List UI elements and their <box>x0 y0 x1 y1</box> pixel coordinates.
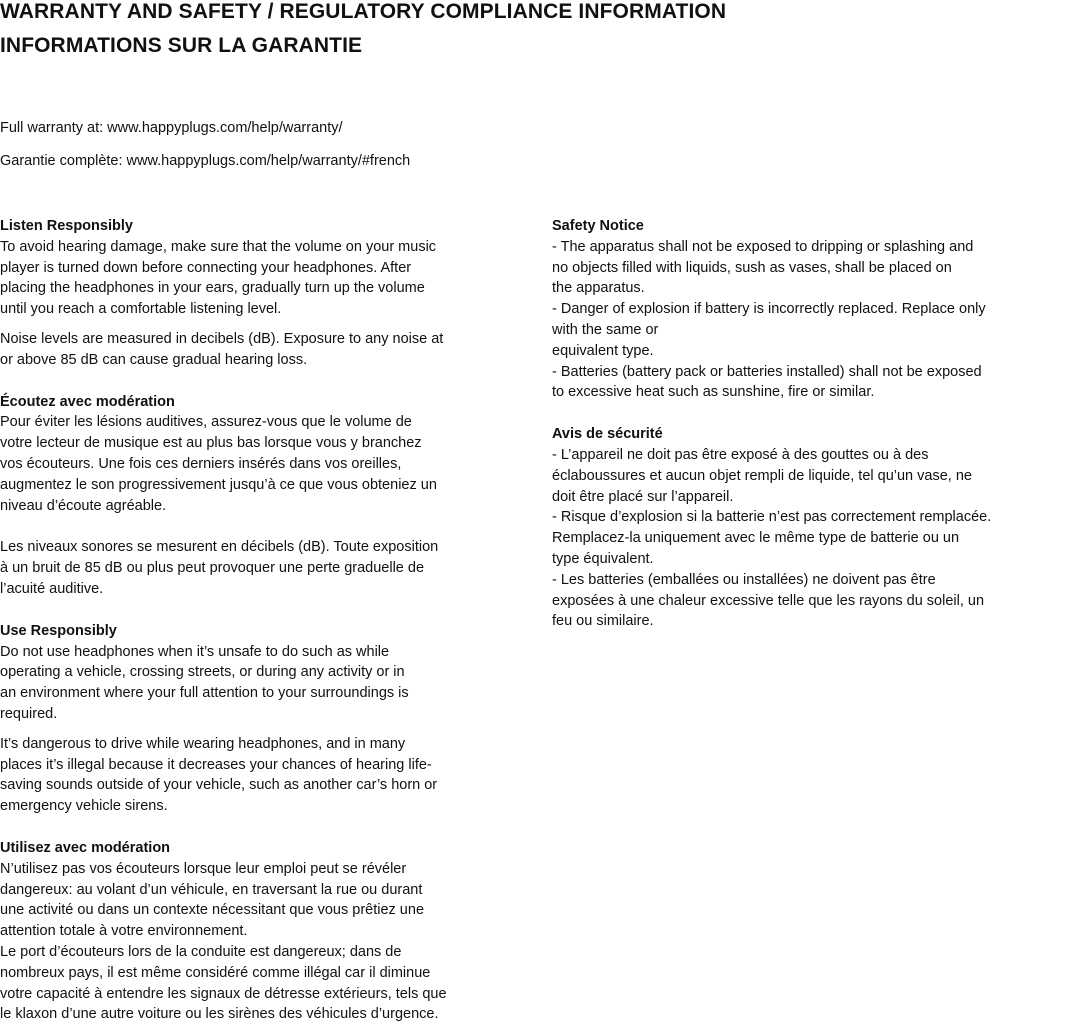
section-heading: Avis de sécurité <box>552 426 663 443</box>
text-line: - Batteries (battery pack or batteries installed) shall not be exposed <box>552 363 982 380</box>
section-heading: Écoutez avec modération <box>0 393 175 410</box>
text-line: Les niveaux sonores se mesurent en décibels (dB). Toute exposition <box>0 539 439 556</box>
warranty-link-french: Garantie complète: www.happyplugs.com/help/warranty/#french <box>0 153 411 169</box>
section-heading: Utilisez avec modération <box>0 839 171 856</box>
paragraph <box>0 859 540 1025</box>
text-line: votre capacité à entendre les signaux de détresse extérieurs, tels que <box>0 985 447 1002</box>
text-line: It’s dangerous to drive while wearing headphones, and in many <box>0 735 406 752</box>
text-line: N’utilisez pas vos écouteurs lorsque leur emploi peut se révéler <box>0 860 407 877</box>
text-line: until you reach a comfortable listening level. <box>0 301 282 318</box>
text-line: l’acuité auditive. <box>0 580 104 597</box>
text-line: une activité ou dans un contexte nécessitant que vous prêtiez une <box>0 902 425 919</box>
text-line: à un bruit de 85 dB ou plus peut provoquer une perte graduelle de <box>0 560 425 577</box>
text-line: no objects filled with liquids, sush as vases, shall be placed on <box>552 259 952 276</box>
text-line: placing the headphones in your ears, gradually turn up the volume <box>0 280 425 297</box>
warranty-link-english: Full warranty at: www.happyplugs.com/help/warranty/ <box>0 120 343 136</box>
text-line: - Danger of explosion if battery is incorrectly replaced. Replace only <box>552 301 986 318</box>
text-line: - Les batteries (emballées ou installées) ne doivent pas être <box>552 571 936 588</box>
paragraph <box>552 445 1065 632</box>
text-line: doit être placé sur l’appareil. <box>552 488 734 505</box>
text-line: places it’s illegal because it decreases your chances of hearing life- <box>0 756 432 773</box>
text-line: exposées à une chaleur excessive telle que les rayons du soleil, un <box>552 592 985 609</box>
paragraph <box>0 734 540 817</box>
text-line: nombreux pays, il est même considéré comme illégal car il diminue <box>0 964 431 981</box>
text-line: votre lecteur de musique est au plus bas lorsque vous y branchez <box>0 435 422 452</box>
text-line: an environment where your full attention to your surroundings is <box>0 685 409 702</box>
text-line: éclaboussures et aucun objet rempli de liquide, tel qu’un vase, ne <box>552 467 972 484</box>
text-line: required. <box>0 705 58 722</box>
paragraph <box>0 412 540 516</box>
text-line: Le port d’écouteurs lors de la conduite est dangereux; dans de <box>0 943 402 960</box>
paragraph <box>0 329 540 371</box>
paragraph <box>552 237 1065 403</box>
text-line: the apparatus. <box>552 280 645 297</box>
text-line: attention totale à votre environnement. <box>0 923 248 940</box>
paragraph <box>0 537 540 599</box>
section-safety-notice <box>552 216 1065 403</box>
text-line: niveau d’écoute agréable. <box>0 497 167 514</box>
paragraph <box>0 237 540 320</box>
document-title-french: INFORMATIONS SUR LA GARANTIE <box>0 34 363 57</box>
text-line: equivalent type. <box>552 342 654 359</box>
text-line: - The apparatus shall not be exposed to dripping or splashing and <box>552 238 974 255</box>
section-utilisez-avec-moderation <box>0 838 540 1025</box>
text-line: - Risque d’explosion si la batterie n’est pas correctement remplacée. <box>552 509 992 526</box>
text-line: Pour éviter les lésions auditives, assurez-vous que le volume de <box>0 414 412 431</box>
text-line: le klaxon d’une autre voiture ou les sirènes des véhicules d’urgence. <box>0 1006 439 1023</box>
section-avis-de-securite <box>552 424 1065 632</box>
section-heading: Safety Notice <box>552 218 644 234</box>
text-line: Noise levels are measured in decibels (dB). Exposure to any noise at <box>0 330 444 347</box>
text-line: to excessive heat such as sunshine, fire or similar. <box>552 384 875 401</box>
text-line: Do not use headphones when it’s unsafe to do such as while <box>0 643 390 660</box>
text-line: augmentez le son progressivement jusqu’à ce que vous obteniez un <box>0 476 437 493</box>
text-line: dangereux: au volant d’un véhicule, en traversant la rue ou durant <box>0 881 423 898</box>
text-line: - L’appareil ne doit pas être exposé à des gouttes ou à des <box>552 446 929 463</box>
text-line: emergency vehicle sirens. <box>0 798 168 815</box>
section-ecoutez-avec-moderation <box>0 392 540 600</box>
text-line: Remplacez-la uniquement avec le même type de batterie ou un <box>552 530 960 547</box>
text-line: vos écouteurs. Une fois ces derniers insérés dans vos oreilles, <box>0 455 402 472</box>
text-line: To avoid hearing damage, make sure that the volume on your music <box>0 238 437 255</box>
text-line: with the same or <box>552 321 659 338</box>
section-use-responsibly <box>0 621 540 817</box>
text-line: saving sounds outside of your vehicle, such as another car’s horn or <box>0 777 438 794</box>
text-line: or above 85 dB can cause gradual hearing loss. <box>0 351 308 368</box>
document-title: WARRANTY AND SAFETY / REGULATORY COMPLIANCE INFORMATION <box>0 0 727 23</box>
left-column <box>0 216 540 1025</box>
section-heading: Use Responsibly <box>0 622 117 639</box>
right-column <box>552 216 1065 632</box>
section-heading: Listen Responsibly <box>0 218 133 234</box>
text-line: player is turned down before connecting your headphones. After <box>0 259 412 276</box>
paragraph <box>0 642 540 725</box>
text-line: feu ou similaire. <box>552 613 654 630</box>
text-line: type équivalent. <box>552 550 654 567</box>
text-line: operating a vehicle, crossing streets, or during any activity or in <box>0 664 405 681</box>
section-listen-responsibly <box>0 216 540 371</box>
